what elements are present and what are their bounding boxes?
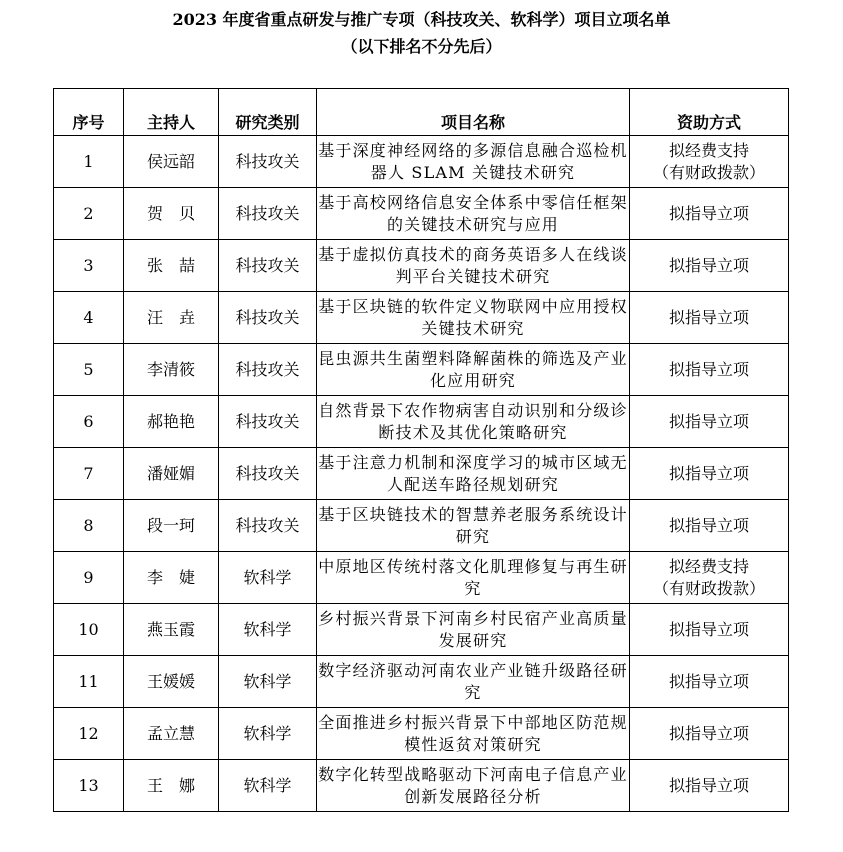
cell-leader: 王媛媛 — [124, 656, 219, 708]
funding-line1: 拟指导立项 — [668, 775, 749, 795]
cell-leader: 潘娅媚 — [124, 448, 219, 500]
table-row — [54, 396, 789, 448]
document-title: 2023 年度省重点研发与推广专项（科技攻关、软科学）项目立项名单 — [172, 10, 671, 29]
header-project: 项目名称 — [317, 89, 630, 136]
cell-project: 全面推进乡村振兴背景下中部地区防范规模性返贫对策研究 — [317, 708, 630, 760]
cell-project: 自然背景下农作物病害自动识别和分级诊断技术及其优化策略研究 — [317, 396, 630, 448]
funding-line1: 拟指导立项 — [668, 463, 749, 483]
cell-project: 基于注意力机制和深度学习的城市区域无人配送车路径规划研究 — [317, 448, 630, 500]
document-subtitle: （以下排名不分先后） — [341, 37, 502, 56]
cell-no: 4 — [54, 292, 124, 344]
table-row — [54, 136, 789, 188]
cell-no: 11 — [54, 656, 124, 708]
cell-leader: 燕玉霞 — [124, 604, 219, 656]
funding-line1: 拟指导立项 — [668, 255, 749, 275]
cell-category: 科技攻关 — [219, 344, 317, 396]
cell-leader: 张 喆 — [124, 240, 219, 292]
cell-no: 10 — [54, 604, 124, 656]
table-header-row — [54, 89, 789, 136]
cell-funding — [630, 708, 789, 760]
cell-no: 3 — [54, 240, 124, 292]
cell-category: 软科学 — [219, 708, 317, 760]
cell-project: 乡村振兴背景下河南乡村民宿产业高质量发展研究 — [317, 604, 630, 656]
cell-funding — [630, 552, 789, 604]
cell-category: 软科学 — [219, 656, 317, 708]
cell-category: 科技攻关 — [219, 188, 317, 240]
funding-line1: 拟指导立项 — [668, 671, 749, 691]
cell-project: 中原地区传统村落文化肌理修复与再生研究 — [317, 552, 630, 604]
table-row — [54, 240, 789, 292]
funding-line1: 拟经费支持 — [668, 140, 749, 160]
cell-category: 软科学 — [219, 760, 317, 812]
cell-category: 科技攻关 — [219, 136, 317, 188]
table-row — [54, 292, 789, 344]
cell-no: 9 — [54, 552, 124, 604]
table-row — [54, 708, 789, 760]
cell-project: 基于区块链技术的智慧养老服务系统设计研究 — [317, 500, 630, 552]
cell-project: 昆虫源共生菌塑料降解菌株的筛选及产业化应用研究 — [317, 344, 630, 396]
cell-funding — [630, 240, 789, 292]
cell-leader: 李 婕 — [124, 552, 219, 604]
cell-project: 基于深度神经网络的多源信息融合巡检机器人 SLAM 关键技术研究 — [317, 136, 630, 188]
cell-category: 科技攻关 — [219, 448, 317, 500]
cell-category: 科技攻关 — [219, 292, 317, 344]
cell-funding — [630, 188, 789, 240]
cell-category: 软科学 — [219, 552, 317, 604]
table-row — [54, 344, 789, 396]
cell-funding — [630, 396, 789, 448]
funding-line1: 拟指导立项 — [668, 411, 749, 431]
cell-funding — [630, 760, 789, 812]
funding-line1: 拟指导立项 — [668, 723, 749, 743]
table-row — [54, 448, 789, 500]
cell-no: 12 — [54, 708, 124, 760]
cell-funding — [630, 500, 789, 552]
cell-category: 科技攻关 — [219, 396, 317, 448]
cell-funding — [630, 136, 789, 188]
cell-no: 13 — [54, 760, 124, 812]
funding-line1: 拟指导立项 — [668, 307, 749, 327]
header-leader: 主持人 — [124, 89, 219, 136]
header-funding: 资助方式 — [630, 89, 789, 136]
cell-no: 5 — [54, 344, 124, 396]
cell-category: 科技攻关 — [219, 500, 317, 552]
cell-category: 科技攻关 — [219, 240, 317, 292]
cell-no: 2 — [54, 188, 124, 240]
cell-project: 数字化转型战略驱动下河南电子信息产业创新发展路径分析 — [317, 760, 630, 812]
funding-line2: （有财政拨款） — [652, 578, 765, 598]
cell-no: 7 — [54, 448, 124, 500]
table-row — [54, 760, 789, 812]
funding-line1: 拟指导立项 — [668, 203, 749, 223]
cell-funding — [630, 344, 789, 396]
funding-line1: 拟指导立项 — [668, 619, 749, 639]
cell-project: 基于区块链的软件定义物联网中应用授权关键技术研究 — [317, 292, 630, 344]
cell-project: 基于高校网络信息安全体系中零信任框架的关键技术研究与应用 — [317, 188, 630, 240]
cell-funding — [630, 448, 789, 500]
cell-category: 软科学 — [219, 604, 317, 656]
cell-funding — [630, 656, 789, 708]
cell-leader: 侯远韶 — [124, 136, 219, 188]
project-list-table — [53, 88, 789, 812]
cell-leader: 贺 贝 — [124, 188, 219, 240]
cell-no: 8 — [54, 500, 124, 552]
header-category: 研究类别 — [219, 89, 317, 136]
cell-leader: 段一珂 — [124, 500, 219, 552]
cell-leader: 王 娜 — [124, 760, 219, 812]
header-no: 序号 — [54, 89, 124, 136]
table-row — [54, 188, 789, 240]
cell-project: 数字经济驱动河南农业产业链升级路径研究 — [317, 656, 630, 708]
table-row — [54, 656, 789, 708]
cell-leader: 汪 垚 — [124, 292, 219, 344]
cell-leader: 李清筱 — [124, 344, 219, 396]
funding-line1: 拟指导立项 — [668, 515, 749, 535]
cell-funding — [630, 604, 789, 656]
funding-line1: 拟指导立项 — [668, 359, 749, 379]
cell-leader: 孟立慧 — [124, 708, 219, 760]
table-row — [54, 604, 789, 656]
table-row — [54, 552, 789, 604]
cell-project: 基于虚拟仿真技术的商务英语多人在线谈判平台关键技术研究 — [317, 240, 630, 292]
cell-no: 1 — [54, 136, 124, 188]
funding-line2: （有财政拨款） — [652, 162, 765, 182]
cell-no: 6 — [54, 396, 124, 448]
table-row — [54, 500, 789, 552]
cell-funding — [630, 292, 789, 344]
cell-leader: 郝艳艳 — [124, 396, 219, 448]
funding-line1: 拟经费支持 — [668, 556, 749, 576]
